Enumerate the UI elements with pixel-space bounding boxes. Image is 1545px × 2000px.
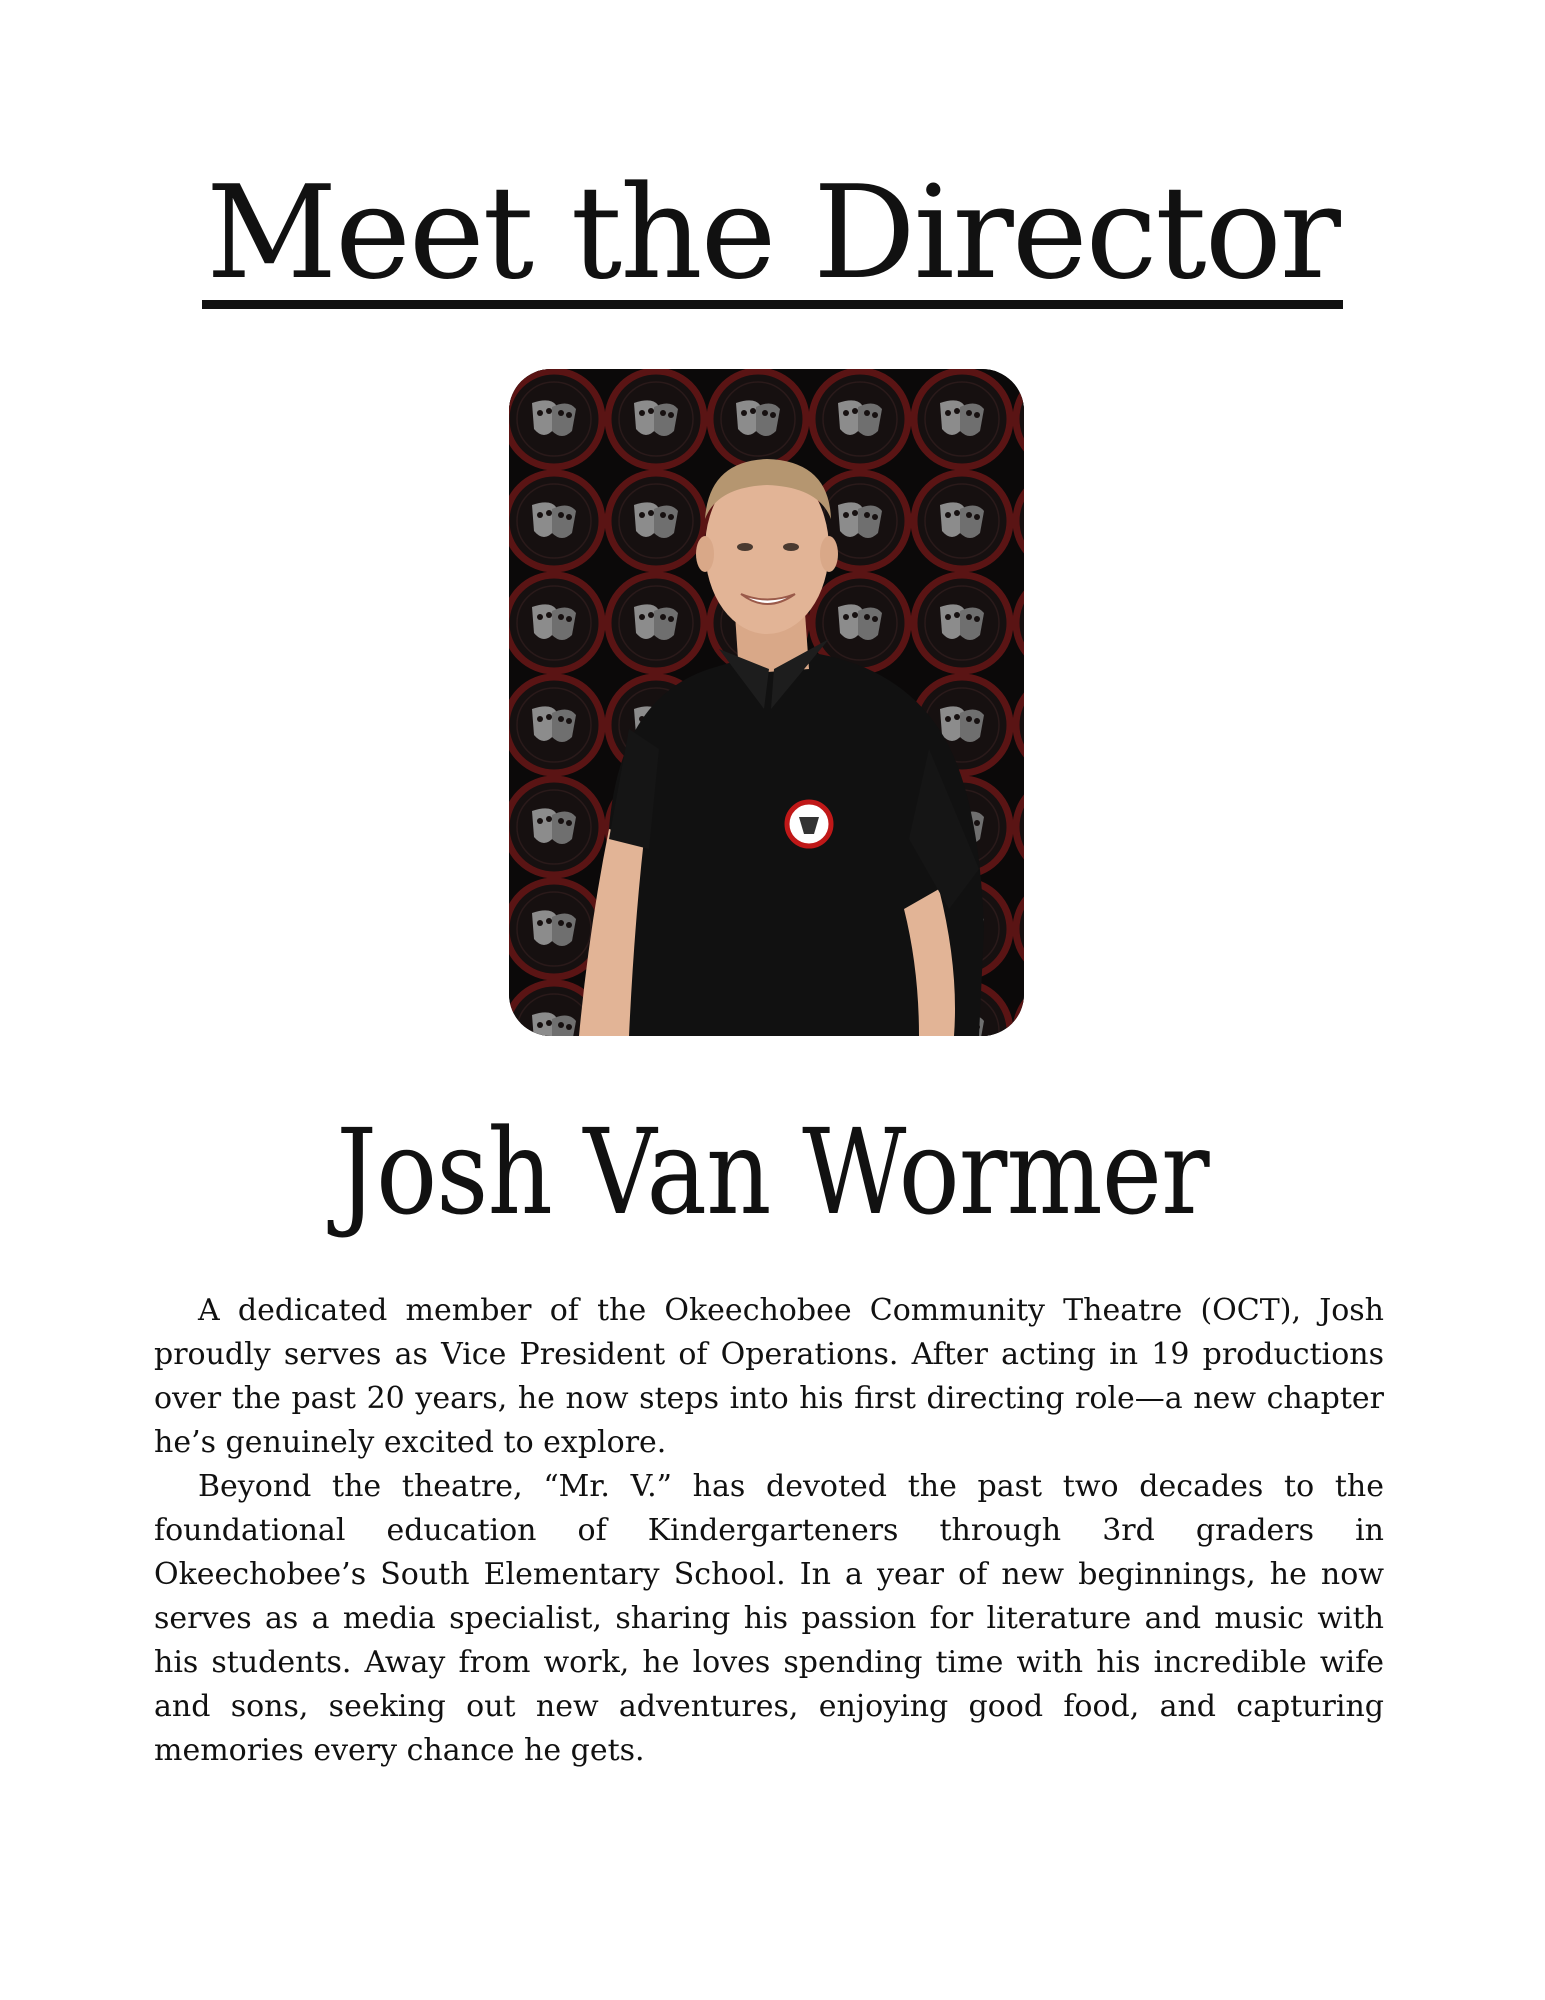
page-title <box>0 159 1545 309</box>
director-bio <box>154 1289 1384 1773</box>
theatre-logo-pattern <box>914 575 1010 671</box>
theatre-logo-pattern <box>509 677 602 773</box>
page-title-text: Meet the Director <box>202 170 1343 309</box>
theatre-logo-pattern <box>710 371 806 467</box>
director-photo <box>509 369 1024 1036</box>
theatre-logo-pattern <box>914 473 1010 569</box>
theatre-logo-pattern <box>608 575 704 671</box>
theatre-logo-pattern <box>509 473 602 569</box>
theatre-logo-pattern <box>608 473 704 569</box>
director-name: Josh Van Wormer <box>336 1103 1209 1241</box>
theatre-logo-pattern <box>509 779 602 875</box>
director-photo-illustration <box>509 369 1024 1036</box>
theatre-logo-pattern <box>608 371 704 467</box>
theatre-logo-pattern <box>914 371 1010 467</box>
theatre-logo-pattern <box>812 371 908 467</box>
theatre-logo-pattern <box>509 371 602 467</box>
bio-paragraph-1: A dedicated member of the Okeechobee Community Theatre (OCT), Josh proudly serves as Vice President of Operations. After acting in 19 productions over the past 20 years, he now steps into his first directing role—a new chapter he’s genuinely excited to explore. <box>154 1293 1384 1460</box>
bio-paragraph-2: Beyond the theatre, “Mr. V.” has devoted the past two decades to the foundational education of Kindergarteners through 3rd graders in Okeechobee’s South Elementary School. In a year of new beginnings, he now serves as a media specialist, sharing his passion for literature and music with his students. Away from work, he loves spending time with his incredible wife and sons, seeking out new adventures, enjoying good food, and capturing memories every chance he gets. <box>154 1469 1384 1768</box>
theatre-logo-pattern <box>509 575 602 671</box>
